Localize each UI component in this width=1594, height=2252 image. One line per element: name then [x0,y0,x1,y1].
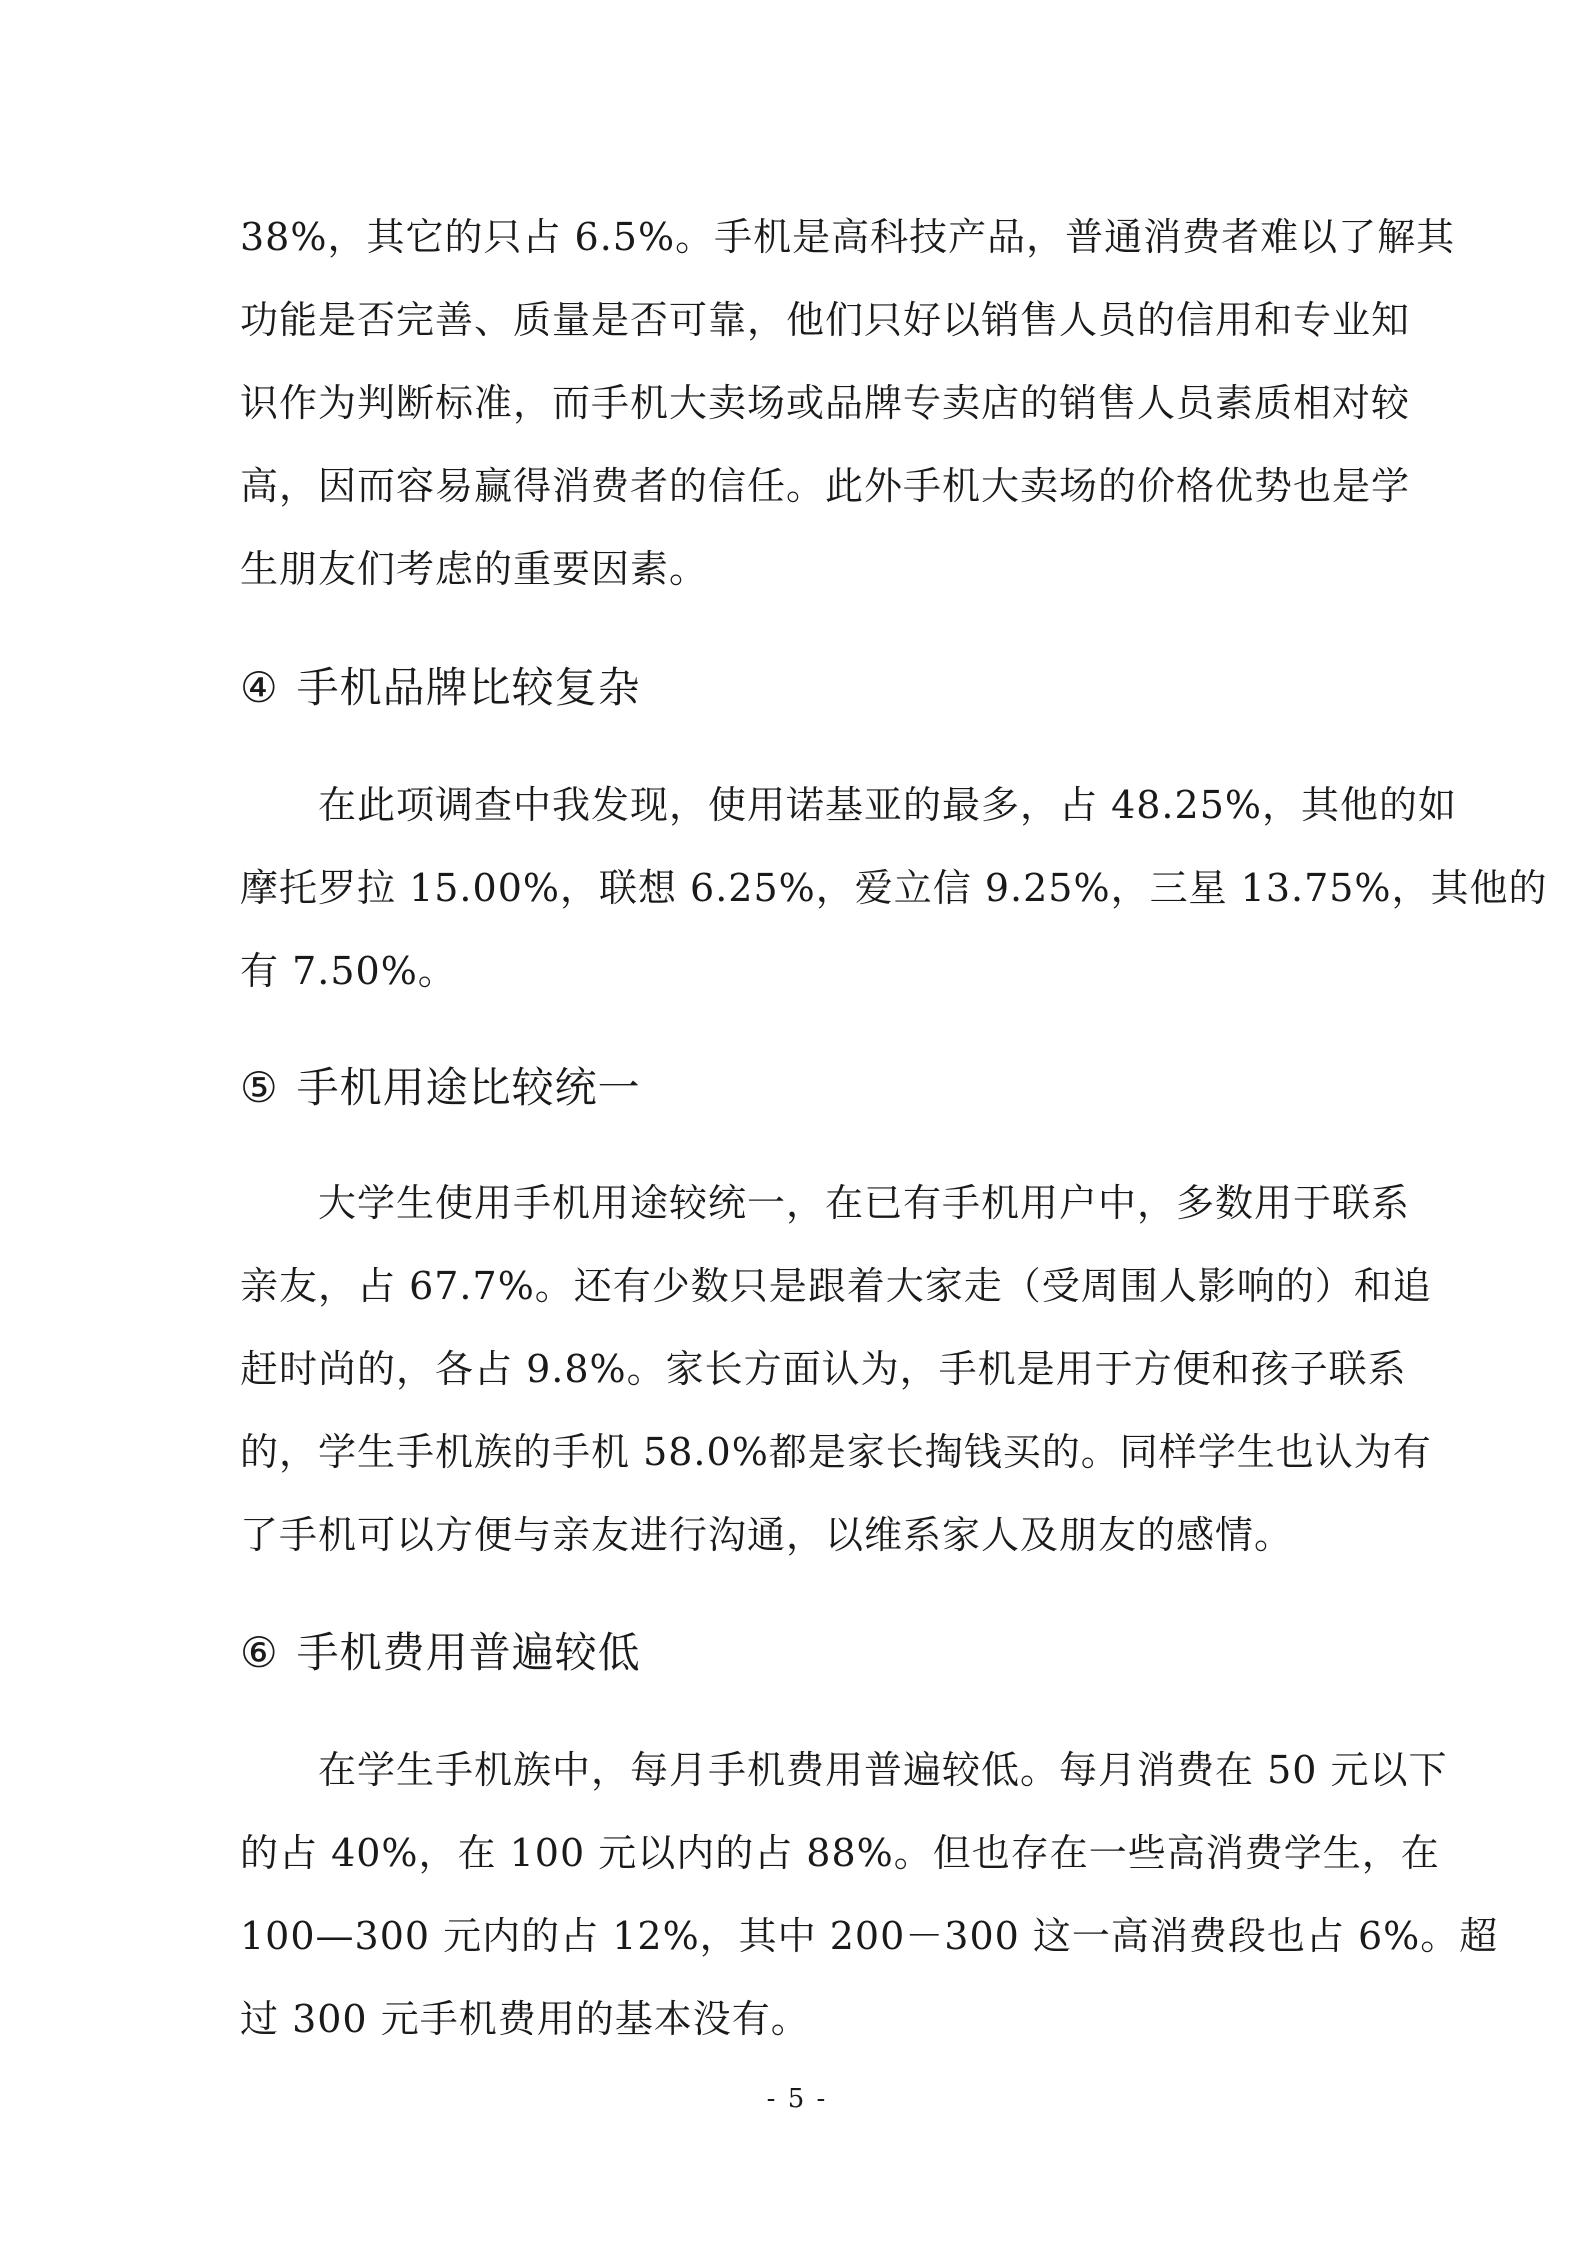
paragraph-line: 在学生手机族中，每月手机费用普遍较低。每月消费在 50 元以下 [318,1748,1448,1792]
paragraph-line: 的，学生手机族的手机 58.0%都是家长掏钱买的。同样学生也认为有 [240,1430,1432,1474]
paragraph-line: 高，因而容易赢得消费者的信任。此外手机大卖场的价格优势也是学 [240,464,1411,508]
section-heading-text: 手机品牌比较复杂 [296,663,641,712]
paragraph-line: 功能是否完善、质量是否可靠，他们只好以销售人员的信用和专业知 [240,298,1411,342]
circled-number-6: ⑥ [240,1628,279,1677]
paragraph-line: 赶时尚的，各占 9.8%。家长方面认为，手机是用于方便和孩子联系 [240,1347,1407,1391]
paragraph-line: 亲友，占 67.7%。还有少数只是跟着大家走（受周围人影响的）和追 [240,1264,1432,1308]
paragraph-line: 生朋友们考虑的重要因素。 [240,547,709,591]
page-number: - 5 - [766,2084,828,2114]
paragraph-line: 在此项调查中我发现，使用诺基亚的最多，占 48.25%，其他的如 [318,783,1457,827]
paragraph-line: 大学生使用手机用途较统一，在已有手机用户中，多数用于联系 [318,1181,1411,1225]
section-heading-text: 手机用途比较统一 [296,1063,641,1112]
paragraph-line: 38%，其它的只占 6.5%。手机是高科技产品，普通消费者难以了解其 [240,215,1456,259]
paragraph-line: 摩托罗拉 15.00%，联想 6.25%，爱立信 9.25%，三星 13.75%，其他的 [240,866,1548,910]
circled-number-4: ④ [240,663,279,712]
section-heading-5 [240,1060,641,1116]
section-heading-6 [240,1625,641,1681]
paragraph-line: 了手机可以方便与亲友进行沟通，以维系家人及朋友的感情。 [240,1513,1294,1557]
paragraph-line: 的占 40%，在 100 元以内的占 88%。但也存在一些高消费学生，在 [240,1831,1440,1875]
paragraph-line: 100—300 元内的占 12%，其中 200－300 这一高消费段也占 6%。超 [240,1914,1499,1958]
paragraph-line: 有 7.50%。 [240,949,457,993]
circled-number-5: ⑤ [240,1063,279,1112]
section-heading-text: 手机费用普遍较低 [296,1628,641,1677]
paragraph-line: 过 300 元手机费用的基本没有。 [240,1997,810,2041]
paragraph-line: 识作为判断标准，而手机大卖场或品牌专卖店的销售人员素质相对较 [240,381,1411,425]
section-heading-4 [240,660,641,716]
